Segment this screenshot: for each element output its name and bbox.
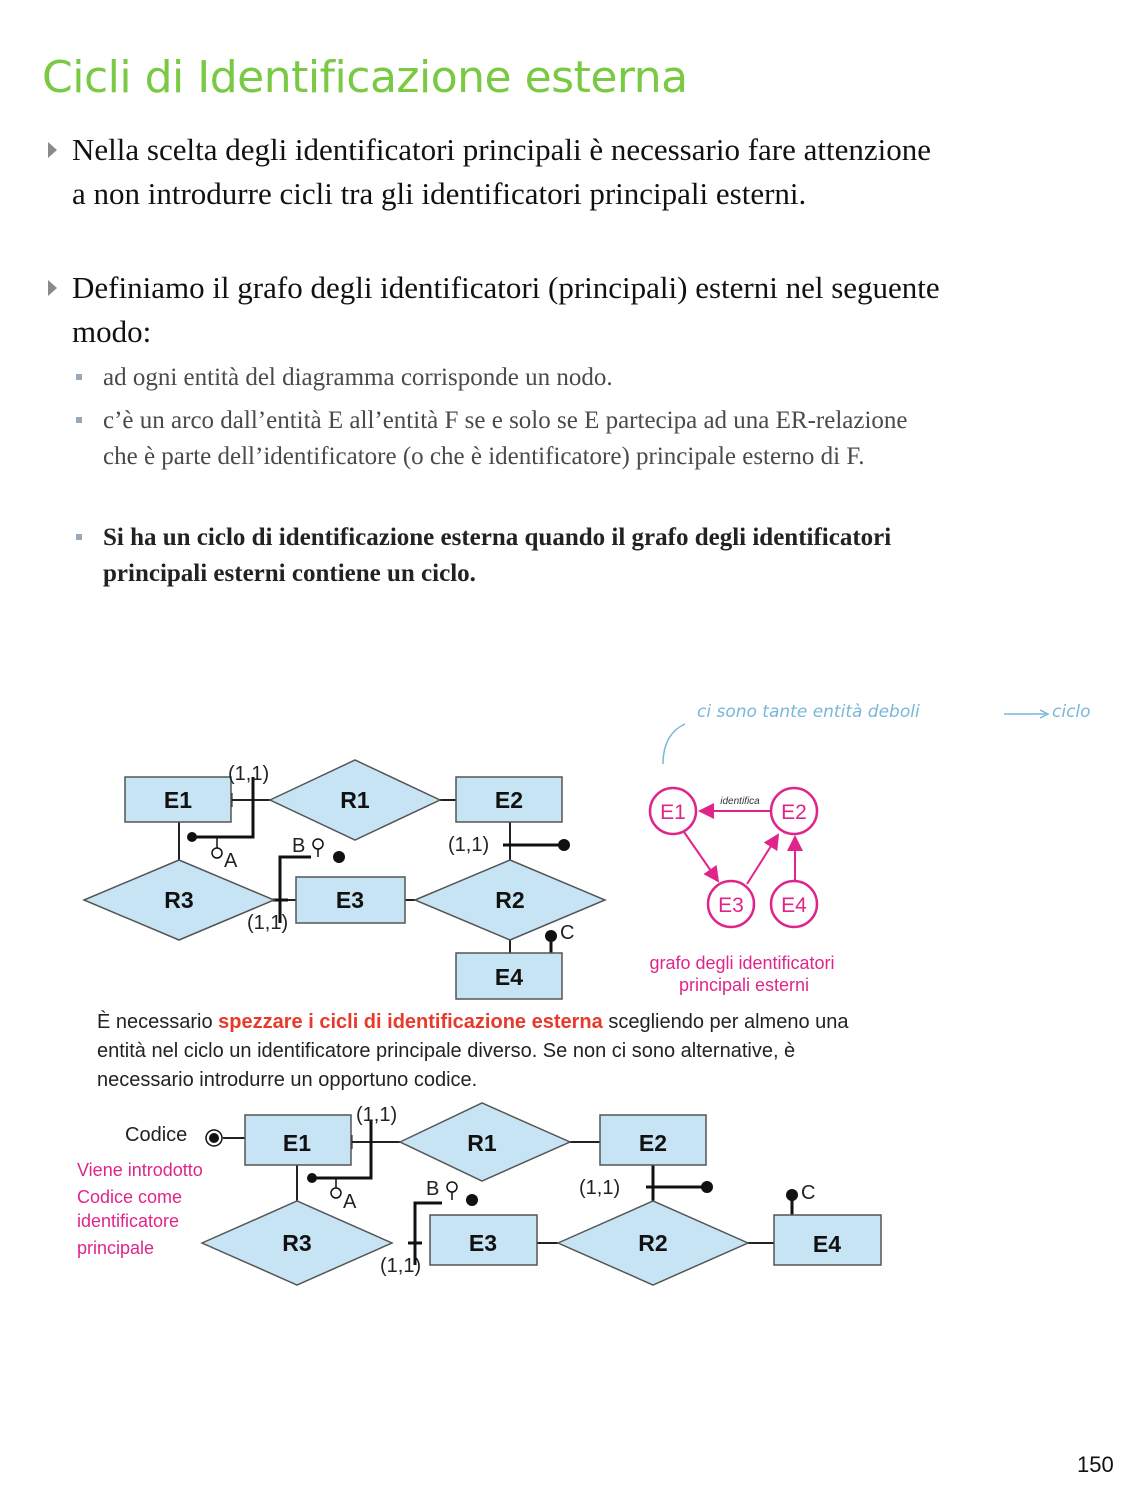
cardinality-label: (1,1) [380,1255,422,1277]
sub-bullet-text: ad ogni entità del diagramma corrisponde un nodo. [103,364,613,391]
note-text: scegliendo per almeno una entità nel ciclo un identificatore principale diverso. Se non ci sono alternative, è necessario introdurre un opportuno codice. [97,1011,849,1091]
bullet-text: Definiamo il grafo degli identificatori (principali) esterni nel seguente modo: [72,270,940,349]
pink-note-line: principale [77,1238,155,1258]
identifier-graph [630,775,870,995]
sub-bullet-text: c’è un arco dall’entità E all’entità F se e solo se E partecipa ad una ER-relazione che è parte dell’identificatore (o che è identificatore) principale esterno di F. [103,407,908,470]
er-diagram-2 [70,1095,910,1285]
graph-node-e2: E2 [781,801,807,824]
entity-e3: E3 [335,887,365,913]
page-title: Cicli di Identificazione esterna [42,52,688,103]
page-number: 150 [1077,1452,1114,1477]
entity-e3: E3 [468,1230,498,1256]
handwritten-note-target: ciclo [1052,702,1091,722]
bullet-item [48,266,948,354]
relation-r1: R1 [340,787,370,813]
cardinality-label: (1,1) [448,834,490,856]
handwritten-note: ci sono tante entità deboli [697,702,920,722]
sub-bullet-text: Si ha un ciclo di identificazione esterna quando il grafo degli identificatori principali esterni contiene un ciclo. [103,524,892,587]
bullet-text: Nella scelta degli identificatori principali è necessario fare attenzione a non introdurre cicli tra gli identificatori principali esterni. [72,132,931,211]
attribute-b: B [292,835,306,857]
relation-r2: R2 [495,887,525,913]
relation-r1: R1 [467,1130,497,1156]
attribute-a: A [224,850,238,872]
cardinality-label: (1,1) [356,1104,398,1126]
cardinality-label: (1,1) [579,1177,621,1199]
entity-e2: E2 [494,787,524,813]
sub-bullet-item [76,520,936,592]
entity-e4: E4 [494,964,524,990]
attribute-a: A [343,1191,357,1213]
cardinality-label: (1,1) [228,763,270,785]
note-paragraph [97,1008,887,1095]
triangle-bullet-icon [48,142,57,158]
attribute-b: B [426,1178,440,1200]
relation-r3: R3 [164,887,194,913]
sub-bullet-item [76,403,936,475]
entity-e1: E1 [163,787,193,813]
entity-e2: E2 [638,1130,668,1156]
graph-caption: principali esterni [678,975,810,995]
graph-node-e4: E4 [781,894,807,917]
er-diagram-1 [70,755,630,1005]
square-bullet-icon [76,374,82,380]
graph-node-e1: E1 [660,801,686,824]
graph-caption: grafo degli identificatori [649,953,835,973]
square-bullet-icon [76,534,82,540]
entity-e1: E1 [282,1130,312,1156]
code-attribute-label: Codice [125,1124,188,1146]
square-bullet-icon [76,417,82,423]
graph-node-e3: E3 [718,894,744,917]
triangle-bullet-icon [48,280,57,296]
relation-r2: R2 [638,1230,668,1256]
sub-bullet-item [76,360,936,396]
graph-edge-label: identifica [720,796,760,807]
hand-curve-icon [655,718,695,768]
attribute-c: C [801,1182,816,1204]
pink-note-line: Viene introdotto [77,1160,203,1180]
note-text: È necessario [97,1011,219,1033]
bullet-item [48,128,948,216]
relation-r3: R3 [282,1230,312,1256]
entity-e4: E4 [812,1231,842,1257]
cardinality-label: (1,1) [247,912,289,934]
note-highlight: spezzare i cicli di identificazione esterna [218,1011,603,1033]
pink-note-line: identificatore [77,1211,180,1231]
pink-note-line: Codice come [77,1187,183,1207]
attribute-c: C [560,922,575,944]
